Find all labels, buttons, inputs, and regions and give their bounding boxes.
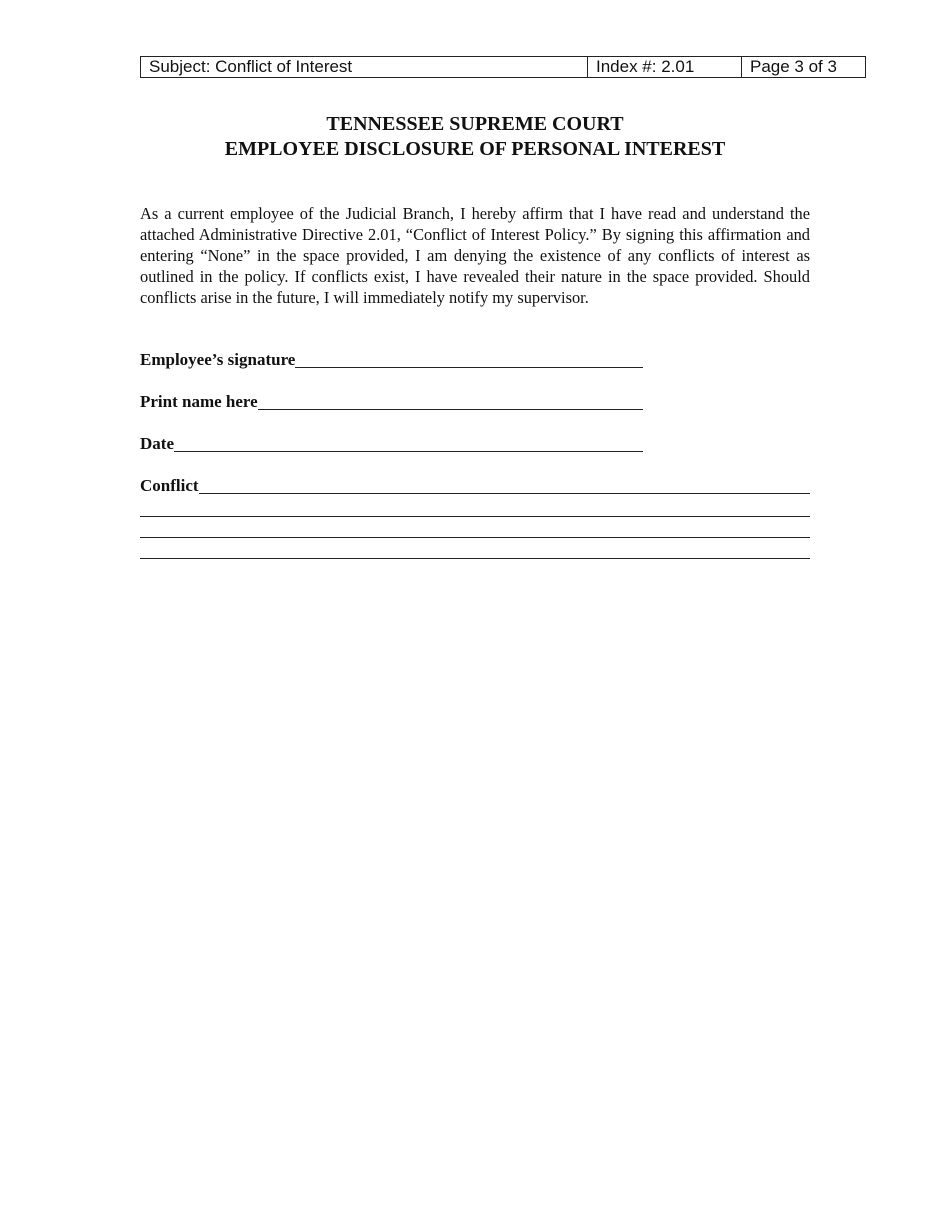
conflict-continuation-line-3[interactable] — [140, 558, 810, 559]
signature-line[interactable] — [295, 351, 643, 368]
title-line-1: TENNESSEE SUPREME COURT — [326, 113, 624, 135]
header-subject: Subject: Conflict of Interest — [141, 57, 588, 77]
conflict-field[interactable] — [140, 476, 810, 496]
print-name-label: Print name here — [140, 392, 258, 411]
conflict-line[interactable] — [199, 477, 810, 494]
print-name-line[interactable] — [258, 393, 643, 410]
affirmation-paragraph: As a current employee of the Judicial Branch, I hereby affirm that I have read and understand the attached Administrative Directive 2.01, “Conflict of Interest Policy.” By signing this affirmation and entering “None” in the space provided, I am denying the existence of any conflicts of interest as outlined in the policy. If conflicts exist, I have revealed their nature in the space provided. Should conflicts arise in the future, I will immediately notify my supervisor. — [140, 204, 810, 307]
date-line[interactable] — [174, 435, 643, 452]
header-index: Index #: 2.01 — [588, 57, 742, 77]
page-title — [140, 112, 810, 162]
conflict-label: Conflict — [140, 476, 199, 495]
signature-label: Employee’s signature — [140, 350, 296, 369]
date-field[interactable] — [140, 434, 643, 454]
document-header — [140, 56, 866, 78]
date-label: Date — [140, 434, 174, 453]
title-line-2: EMPLOYEE DISCLOSURE OF PERSONAL INTEREST — [224, 138, 726, 160]
print-name-field[interactable] — [140, 392, 643, 412]
header-page-number: Page 3 of 3 — [750, 57, 837, 76]
conflict-continuation-line-2[interactable] — [140, 537, 810, 538]
conflict-continuation-line-1[interactable] — [140, 516, 810, 517]
signature-field[interactable] — [140, 350, 643, 370]
